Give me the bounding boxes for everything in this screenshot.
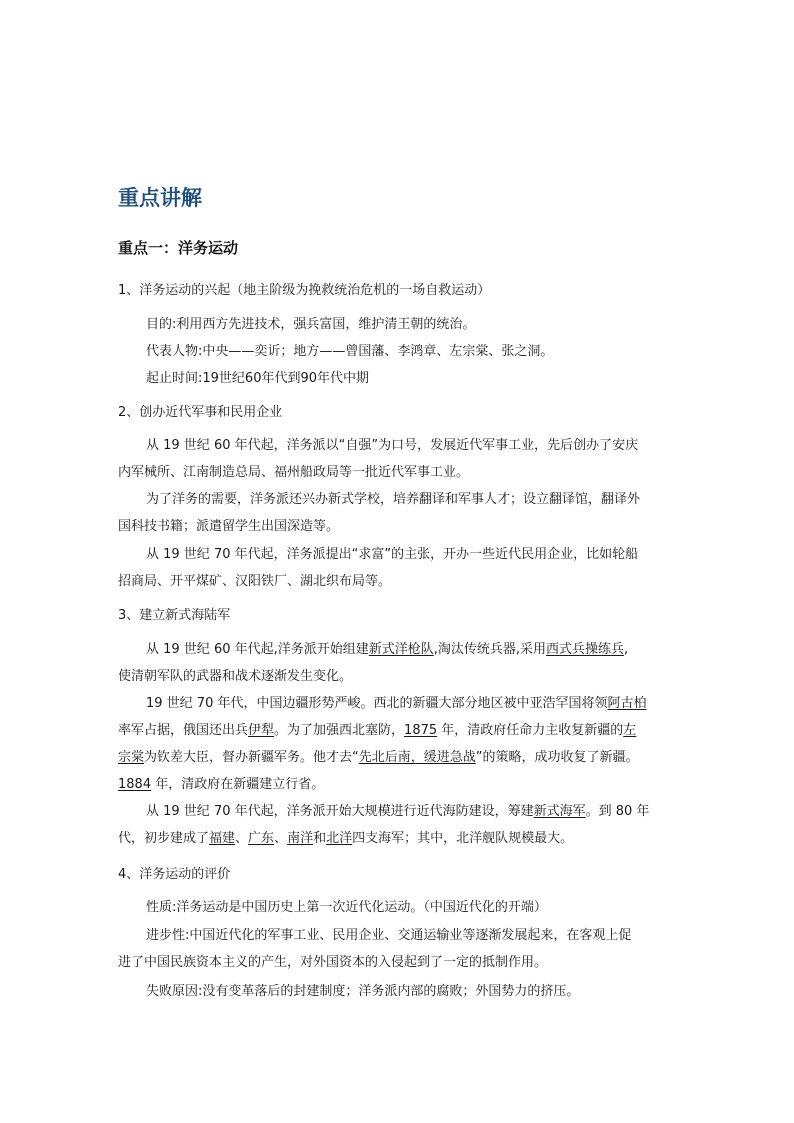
paragraph-purpose: 目的:利用西方先进技术，强兵富国，维护清王朝的统治。 <box>146 317 476 332</box>
underlined-term: 1875 <box>404 723 438 738</box>
underlined-term: 阿古柏 <box>607 696 647 711</box>
underlined-term: 南洋 <box>287 831 314 846</box>
underlined-term: 1884 <box>118 777 152 792</box>
paragraph-nature: 性质:洋务运动是中国历史上第一次近代化运动。（中国近代化的开端） <box>146 900 547 915</box>
heading-army-navy: 3、建立新式海陆军 <box>118 608 231 623</box>
paragraph-army-2: 使清朝军队的武器和战术逐渐发生变化。 <box>118 669 353 684</box>
paragraph-xinjiang-4: 1884 年，清政府在新疆建立行省。 <box>118 777 325 792</box>
underlined-term: 北洋 <box>326 831 353 846</box>
paragraph-military-industry-1: 从 19 世纪 60 年代起，洋务派以“自强”为口号，发展近代军事工业，先后创办了安庆 <box>146 438 639 453</box>
paragraph-figures: 代表人物:中央——奕䜣；地方——曾国藩、李鸿章、左宗棠、张之洞。 <box>146 344 554 359</box>
paragraph-failure: 失败原因:没有变革落后的封建制度；洋务派内部的腐败；外国势力的挤压。 <box>146 984 580 999</box>
underlined-term: 新式洋枪队 <box>368 642 434 657</box>
section-title: 重点一：洋务运动 <box>118 239 239 257</box>
underlined-term: 伊犁 <box>248 723 275 738</box>
heading-enterprises: 2、创办近代军事和民用企业 <box>118 405 283 420</box>
paragraph-period: 起止时间:19世纪60年代到90年代中期 <box>146 371 370 386</box>
heading-evaluation: 4、洋务运动的评价 <box>118 867 231 882</box>
underlined-term: 宗棠 <box>118 750 145 765</box>
underlined-term: 西式兵操练兵 <box>546 642 625 657</box>
underlined-term: 福建 <box>209 831 236 846</box>
underlined-term: 先北后南，缓进急战 <box>358 750 476 765</box>
paragraph-schools-2: 国科技书籍；派遣留学生出国深造等。 <box>118 519 340 534</box>
paragraph-schools-1: 为了洋务的需要，洋务派还兴办新式学校，培养翻译和军事人才；设立翻译馆，翻译外 <box>146 492 641 507</box>
paragraph-xinjiang-2: 率军占据，俄国还出兵伊犁。为了加强西北塞防，1875 年，清政府任命力主收复新疆的左 <box>118 723 637 738</box>
paragraph-civil-industry-1: 从 19 世纪 70 年代起，洋务派提出“求富”的主张，开办一些近代民用企业，比如轮船 <box>146 547 639 562</box>
paragraph-progress-1: 进步性:中国近代化的军事工业、民用企业、交通运输业等逐渐发展起来，在客观上促 <box>146 928 632 943</box>
paragraph-navy-1: 从 19 世纪 70 年代起，洋务派开始大规模进行近代海防建设，筹建新式海军。到 80 年 <box>146 804 650 819</box>
paragraph-progress-2: 进了中国民族资本主义的产生，对外国资本的入侵起到了一定的抵制作用。 <box>118 955 548 970</box>
underlined-term: 广东 <box>248 831 275 846</box>
underlined-term: 左 <box>623 723 637 738</box>
underlined-term: 新式海军 <box>533 804 586 819</box>
paragraph-military-industry-2: 内军械所、江南制造总局、福州船政局等一批近代军事工业。 <box>118 465 470 480</box>
paragraph-xinjiang-3: 宗棠为钦差大臣，督办新疆军务。他才去“先北后南，缓进急战”的策略，成功收复了新疆。 <box>118 750 639 765</box>
heading-rise: 1、洋务运动的兴起（地主阶级为挽救统治危机的一场自救运动） <box>118 283 491 298</box>
paragraph-xinjiang-1: 19 世纪 70 年代，中国边疆形势严峻。西北的新疆大部分地区被中亚浩罕国将领阿古柏 <box>146 696 647 711</box>
paragraph-navy-2: 代，初步建成了福建、广东、南洋和北洋四支海军；其中，北洋舰队规模最大。 <box>118 831 574 846</box>
paragraph-army-1: 从 19 世纪 60 年代起,洋务派开始组建新式洋枪队,淘汰传统兵器,采用西式兵操练兵, <box>146 642 629 657</box>
paragraph-civil-industry-2: 招商局、开平煤矿、汉阳铁厂、湖北织布局等。 <box>118 574 392 589</box>
page-title: 重点讲解 <box>118 186 202 210</box>
